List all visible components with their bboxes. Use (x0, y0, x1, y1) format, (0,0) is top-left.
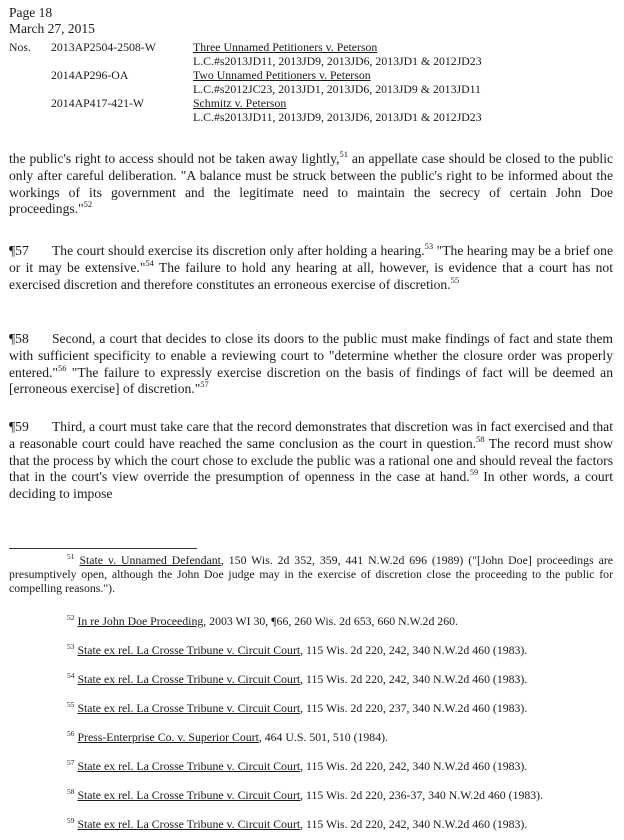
footnote-ref[interactable]: 57 (200, 379, 209, 390)
case-citation-link[interactable]: State ex rel. La Crosse Tribune v. Circuit Court (77, 788, 301, 802)
paragraph-59: ¶59 Third, a court must take care that the record demonstrates that discretion was in fact exercised and that a reasonable court could have reached the same conclusion as the court in question.$^{58}$ The record must show that the process by which the court chose to exclude the public was a rational one and should reveal the factors that in the court's view override the presumption of openness in the case at hand.$^{59}$ In other words, a court deciding to impose (9, 419, 613, 502)
case-lc: L.C.#s2012JC23, 2013JD1, 2013JD6, 2013JD9 & 2013JD11 (193, 82, 481, 96)
case-citation-link[interactable]: State v. Unnamed Defendant (79, 553, 221, 567)
paragraph-number: ¶59 (9, 419, 29, 434)
case-number: 2014AP417-421-W (51, 96, 145, 110)
footnote-52: $^{52}$ In re John Doe Proceeding, 2003 WI 30, ¶66, 260 Wis. 2d 653, 660 N.W.2d 260. (67, 613, 458, 628)
footnote-53: $^{53}$ State ex rel. La Crosse Tribune v. Circuit Court, 115 Wis. 2d 220, 242, 340 N.W.2d 460 (1983). (67, 642, 528, 657)
case-citation-link[interactable]: State ex rel. La Crosse Tribune v. Circuit Court (77, 643, 301, 657)
paragraph-57: ¶57 The court should exercise its discretion only after holding a hearing.$^{53}$ "The hearing may be a brief one or it may be extensive."$^{54}$ The failure to hold any hearing at all, however, is evidence that a court has not exercised discretion and therefore constitutes an erroneous exercise of discretion.$^{55}$ (9, 241, 613, 292)
footnote-separator (9, 548, 197, 549)
footnote-58: $^{58}$ State ex rel. La Crosse Tribune v. Circuit Court, 115 Wis. 2d 220, 236-37, 340 N.W.2d 460 (1983). (67, 787, 544, 802)
footnote-57: $^{57}$ State ex rel. La Crosse Tribune v. Circuit Court, 115 Wis. 2d 220, 242, 340 N.W.2d 460 (1983). (67, 758, 528, 773)
case-citation-link[interactable]: State ex rel. La Crosse Tribune v. Circuit Court (77, 701, 301, 715)
case-citation-link[interactable]: State ex rel. La Crosse Tribune v. Circuit Court (77, 817, 301, 831)
footnote-59: $^{59}$ State ex rel. La Crosse Tribune v. Circuit Court, 115 Wis. 2d 220, 242, 340 N.W.2d 460 (1983). (67, 816, 528, 831)
footnote-ref[interactable]: 59 (469, 467, 479, 478)
case-lc: L.C.#s2013JD11, 2013JD9, 2013JD6, 2013JD1 & 2012JD23 (193, 54, 482, 68)
case-citation-link[interactable]: State ex rel. La Crosse Tribune v. Circuit Court (77, 672, 301, 686)
footnote-ref[interactable]: 51 (339, 149, 348, 159)
paragraph-number: ¶57 (9, 243, 29, 258)
footnote-ref[interactable]: 56 (57, 362, 67, 373)
case-title: Two Unnamed Petitioners v. Peterson (193, 68, 371, 82)
page-number: Page 18 (9, 5, 53, 20)
case-number: 2014AP296-OA (51, 68, 129, 82)
footnote-51: $^{51}$ State v. Unnamed Defendant, 150 Wis. 2d 352, 359, 441 N.W.2d 696 (1989) ("[John Doe] proceedings are presumptively open, although the John Doe judge may in the exercise of discretion close the proceeding to the public for compelling reasons."). (9, 552, 613, 596)
footnote-55: $^{55}$ State ex rel. La Crosse Tribune v. Circuit Court, 115 Wis. 2d 220, 237, 340 N.W.2d 460 (1983). (67, 700, 528, 715)
paragraph-56-continued: the public's right to access should not be taken away lightly,$^{51}$ an appellate case should be closed to the public only after careful deliberation. "A balance must be struck between the public's right to be informed about the workings of its government and the legitimate need to maintain the secrecy of certain John Doe proceedings."$^{52}$ (9, 149, 614, 217)
case-citation-link[interactable]: State ex rel. La Crosse Tribune v. Circuit Court (77, 759, 301, 773)
case-number: 2013AP2504-2508-W (51, 40, 156, 54)
paragraph-number: ¶58 (9, 331, 29, 346)
footnote-ref[interactable]: 54 (145, 257, 154, 268)
footnote-54: $^{54}$ State ex rel. La Crosse Tribune v. Circuit Court, 115 Wis. 2d 220, 242, 340 N.W.2d 460 (1983). (67, 671, 528, 686)
footnote-ref[interactable]: 53 (424, 241, 434, 251)
case-lc: L.C.#s2013JD11, 2013JD9, 2013JD6, 2013JD1 & 2012JD23 (193, 110, 482, 124)
nos-label: Nos. (9, 40, 31, 54)
footnote-ref[interactable]: 55 (450, 274, 460, 285)
case-citation-link[interactable]: Press-Enterprise Co. v. Superior Court (77, 730, 259, 744)
footnote-56: $^{56}$ Press-Enterprise Co. v. Superior Court, 464 U.S. 501, 510 (1984). (67, 729, 388, 744)
paragraph-58: ¶58 Second, a court that decides to close its doors to the public must make findings of fact and state them with sufficient specificity to enable a reviewing court to "determine whether the closure order was properly entered."$^{56}$ "The failure to expressly exercise discretion on the basis of findings of fact will be deemed an [erroneous exercise] of discretion."$^{57}$ (9, 331, 613, 397)
case-title: Schmitz v. Peterson (193, 96, 287, 110)
case-citation-link[interactable]: In re John Doe Proceeding (77, 614, 204, 628)
footnote-ref[interactable]: 52 (83, 199, 93, 210)
date: March 27, 2015 (9, 21, 95, 36)
footnote-ref[interactable]: 58 (476, 433, 485, 444)
case-title: Three Unnamed Petitioners v. Peterson (193, 40, 378, 54)
